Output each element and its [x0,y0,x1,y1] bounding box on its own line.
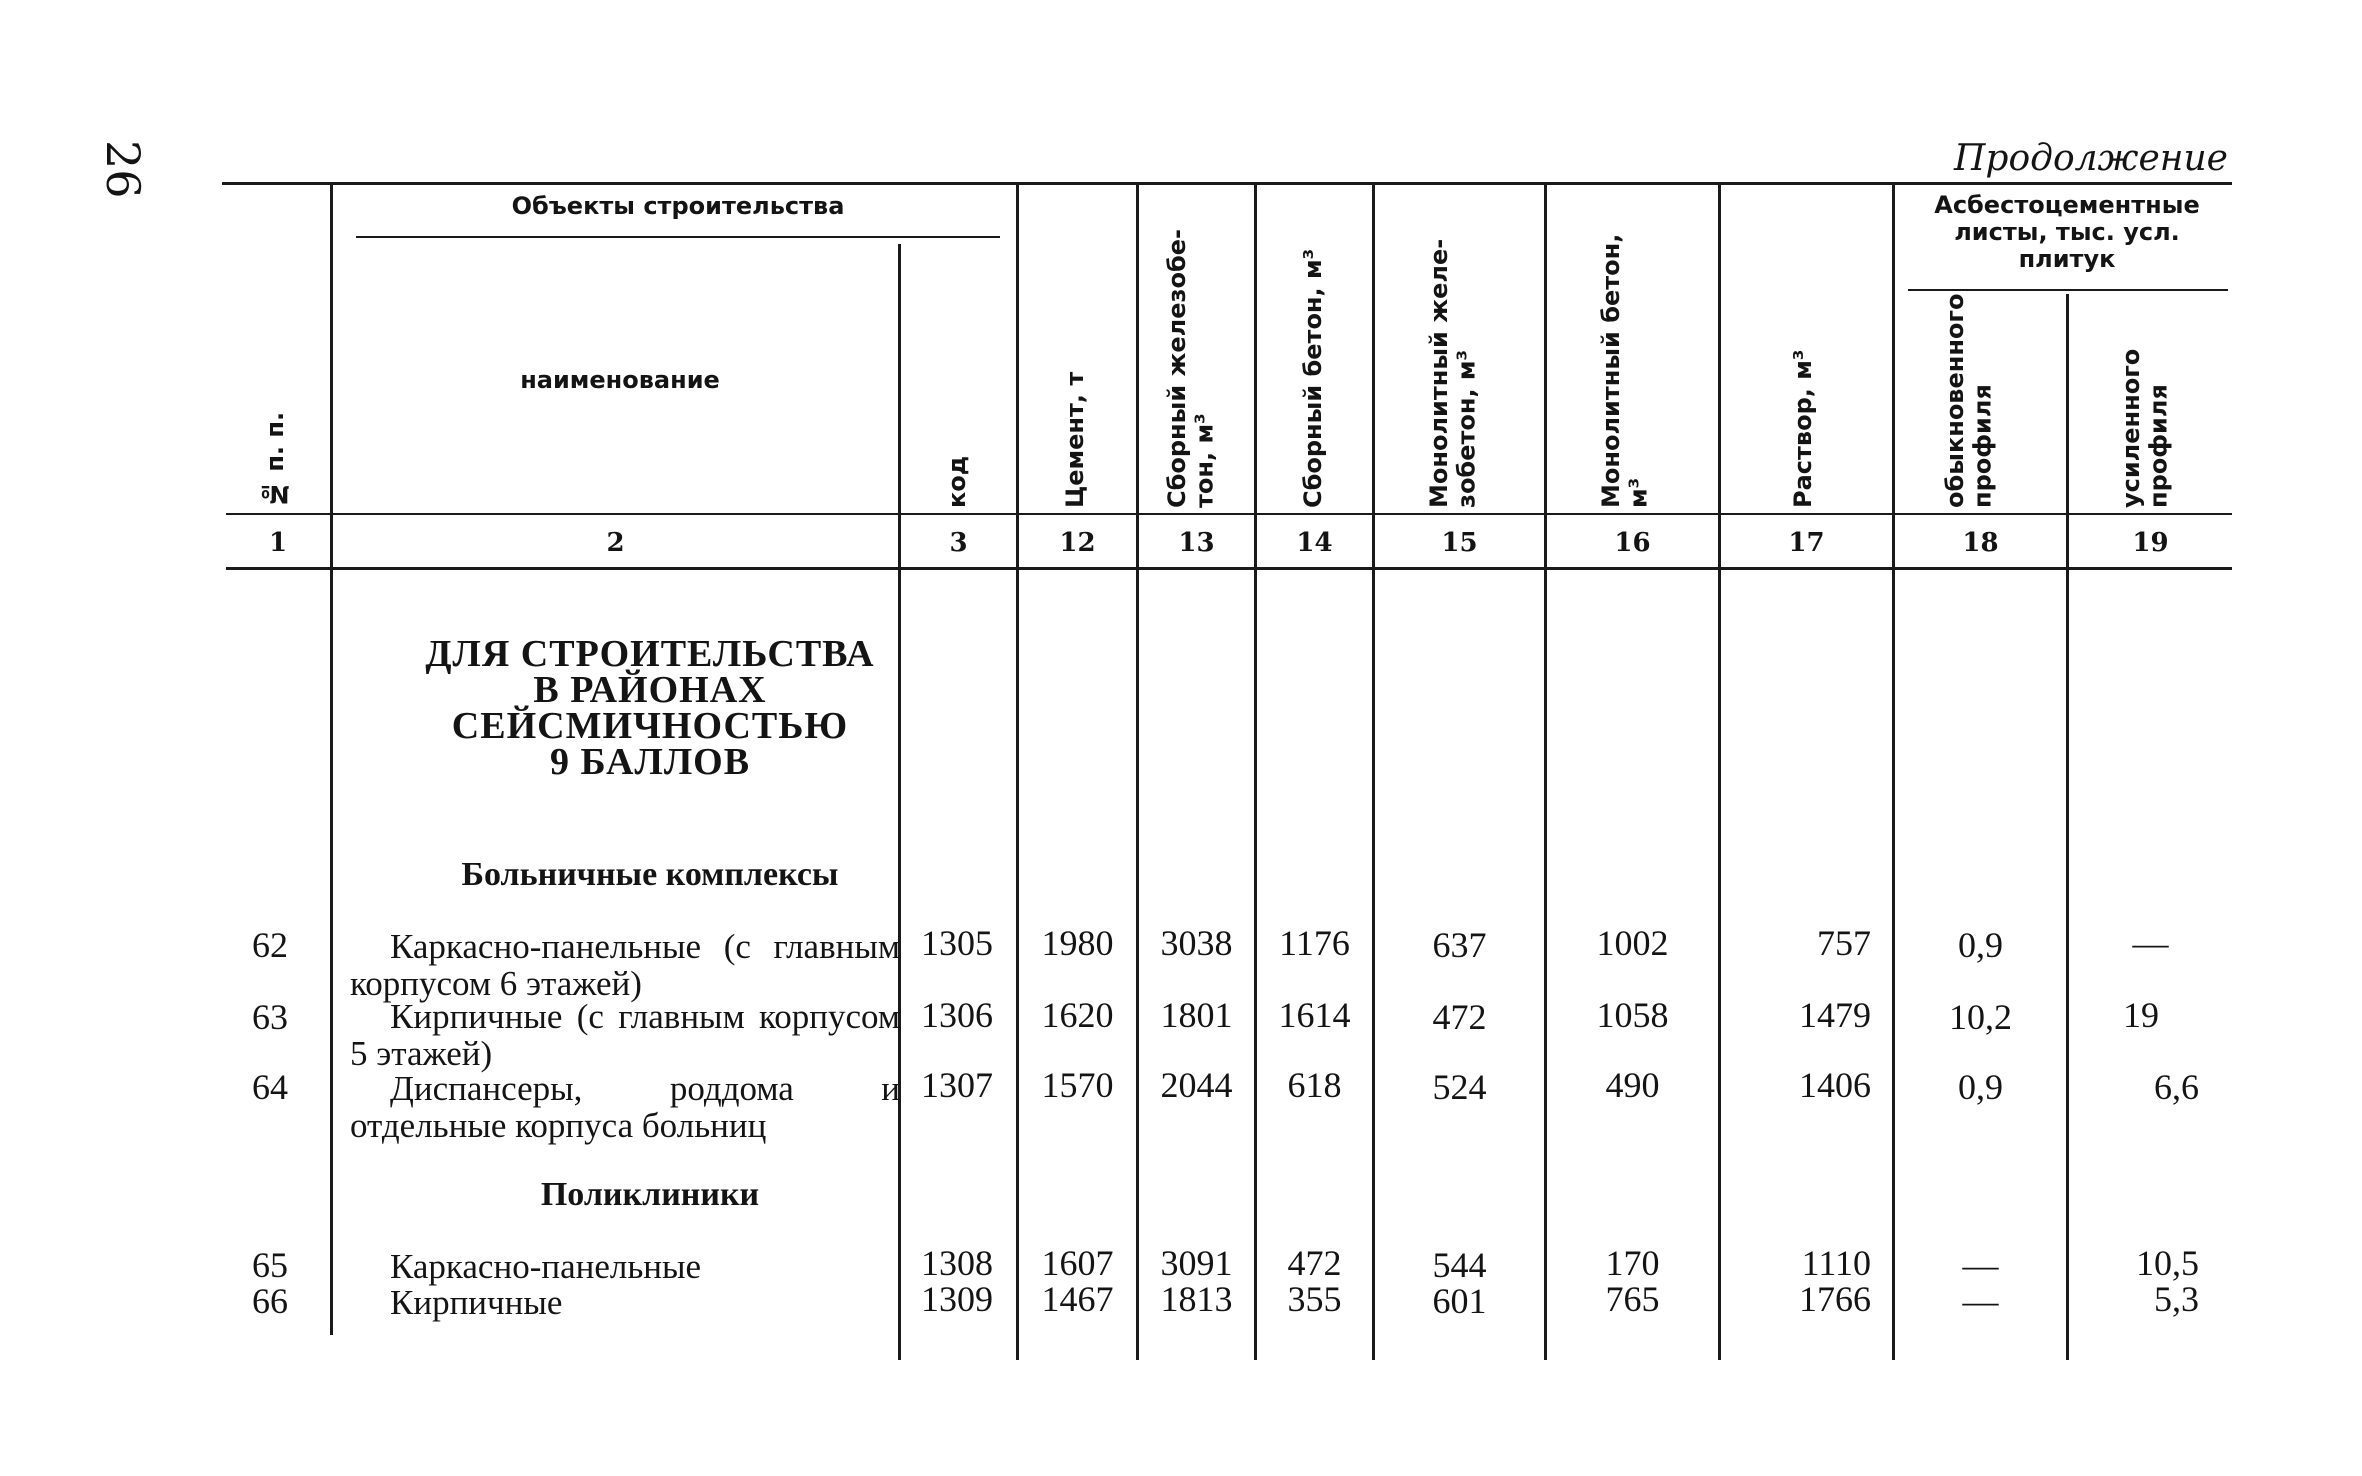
monolithic-rc-value: 472 [1432,997,1487,1037]
ordinary-value: 0,9 [1958,1067,2003,1107]
ordinary-profile-header: обыкновенного профиля [1941,293,1997,508]
monolithic-concrete-value: 490 [1605,1065,1660,1105]
column-number: 18 [1962,528,1999,558]
mortar-value: 757 [1817,923,1871,963]
column-numbers-rule [226,567,2232,570]
reinforced-value: 19 [2123,995,2159,1035]
mortar-header: Раствор, м³ [1789,349,1817,508]
precast-rc-value: 2044 [1160,1065,1233,1105]
row-number-header: № п. п. [261,411,289,508]
cement-value: 1570 [1041,1065,1114,1105]
mortar-value: 1406 [1799,1065,1871,1105]
section-title-line: СЕЙСМИЧНОСТЬЮ [451,705,849,747]
cement-header: Цемент, т [1061,371,1089,508]
table-top-rule [222,182,2232,185]
cement-value: 1620 [1041,995,1114,1035]
monolithic-concrete-value: 1058 [1596,995,1669,1035]
precast-concrete-value: 472 [1287,1243,1342,1283]
precast-rc-value: 3038 [1160,923,1233,963]
monolithic-concrete-value: 1002 [1596,923,1669,963]
objects-group-header: Объекты строительства [511,192,845,220]
ordinary-value: — [1962,1245,1999,1285]
code-value: 1305 [921,923,993,963]
code-value: 1306 [921,995,993,1035]
column-number: 2 [606,528,625,558]
monolithic-concrete-header: Монолитный бетон, м³ [1597,233,1653,508]
row-number: 65 [252,1245,288,1285]
column-number: 16 [1614,528,1651,558]
cement-value: 1980 [1041,923,1114,963]
objects-group-rule [356,236,1000,238]
section-title-line: В РАЙОНАХ [533,669,767,711]
reinforced-value: 10,5 [2136,1243,2199,1283]
precast-rc-header: Сборный железобе- тон, м³ [1163,229,1219,508]
precast-rc-value: 3091 [1160,1243,1233,1283]
monolithic-concrete-value: 765 [1605,1279,1660,1319]
col-divider-4 [1136,185,1139,1360]
monolithic-rc-header: Монолитный желе- зобетон, м³ [1425,238,1481,508]
col-divider-3 [1016,185,1019,1360]
precast-concrete-value: 355 [1287,1279,1342,1319]
column-number: 17 [1788,528,1825,558]
ordinary-value: 0,9 [1958,925,2003,965]
group-title: Больничные комплексы [461,856,839,893]
col-divider-1 [330,185,333,1335]
col-divider-10 [2066,294,2069,1360]
column-number: 19 [2132,528,2169,558]
mortar-value: 1766 [1799,1279,1871,1319]
monolithic-rc-value: 637 [1432,925,1487,965]
code-value: 1309 [921,1279,993,1319]
reinforced-value: — [2132,923,2169,963]
section-title-line: 9 БАЛЛОВ [549,741,751,783]
column-number: 1 [268,528,288,558]
precast-concrete-header: Сборный бетон, м³ [1299,248,1327,508]
column-number: 13 [1178,528,1215,558]
col-divider-5 [1254,185,1257,1360]
row-name: Диспансеры, роддома и отдельные корпуса больниц [350,1069,900,1145]
precast-concrete-value: 618 [1287,1065,1342,1105]
precast-rc-value: 1813 [1160,1279,1233,1319]
row-name: Кирпичные (с главным корпусом 5 этажей) [350,997,900,1073]
code-value: 1307 [921,1065,993,1105]
cement-value: 1607 [1041,1243,1114,1283]
row-number: 64 [252,1067,288,1107]
monolithic-rc-value: 544 [1432,1245,1487,1285]
row-name: Каркасно-панельные [390,1247,702,1286]
reinforced-profile-header: усиленного профиля [2117,348,2173,508]
page-number: 26 [96,140,150,199]
row-name: Каркасно-панельные (с главным корпусом 6 этажей) [350,927,900,1003]
asbestos-group-rule [1908,289,2228,291]
col-divider-9 [1892,185,1895,1360]
continuation-label: Продолжение [1954,138,2228,179]
ordinary-value: — [1962,1281,1999,1321]
reinforced-value: 6,6 [2154,1067,2199,1107]
row-number: 66 [252,1281,288,1321]
section-title [340,633,960,783]
name-header: наименование [520,366,720,394]
asbestos-group-header: Асбестоцементные листы, тыс. усл. плитук [1934,191,2200,273]
col-divider-7 [1544,185,1547,1360]
code-header: код [943,455,971,508]
col-divider-6 [1372,185,1375,1360]
mortar-value: 1110 [1801,1243,1871,1283]
monolithic-rc-value: 524 [1432,1067,1487,1107]
column-number: 3 [949,528,968,558]
ordinary-value: 10,2 [1949,997,2012,1037]
precast-concrete-value: 1176 [1279,923,1350,963]
row-number: 62 [252,925,288,965]
precast-concrete-value: 1614 [1278,995,1351,1035]
reinforced-value: 5,3 [2154,1279,2199,1319]
monolithic-concrete-value: 170 [1605,1243,1660,1283]
cement-value: 1467 [1041,1279,1114,1319]
group-title: Поликлиники [540,1176,760,1213]
header-bottom-rule [226,513,2232,515]
row-name: Кирпичные [390,1283,563,1322]
col-divider-8 [1718,185,1721,1360]
precast-rc-value: 1801 [1160,995,1233,1035]
row-number: 63 [252,997,288,1037]
code-value: 1308 [921,1243,993,1283]
monolithic-rc-value: 601 [1432,1281,1487,1321]
section-title-line: ДЛЯ СТРОИТЕЛЬСТВА [425,633,875,675]
column-number: 12 [1059,528,1096,558]
column-number: 14 [1296,528,1333,558]
mortar-value: 1479 [1799,995,1871,1035]
column-number: 15 [1441,528,1478,558]
